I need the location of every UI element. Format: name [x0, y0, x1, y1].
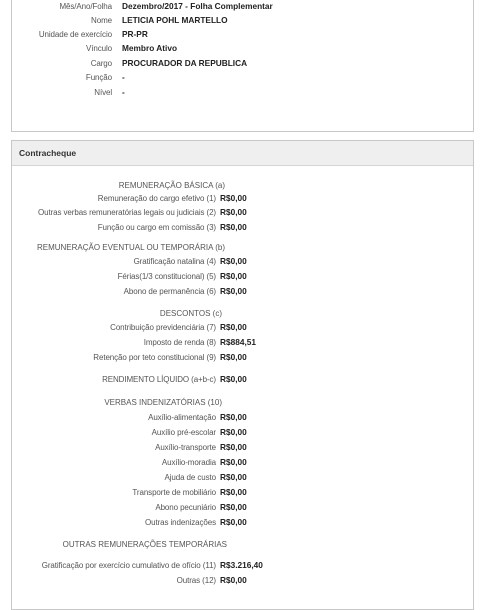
info-value: PR-PR — [122, 29, 148, 39]
payslip-value: R$0,00 — [220, 457, 247, 467]
section-verbas-indenizatorias-title: VERBAS INDENIZATÓRIAS (10) — [104, 398, 222, 407]
section-remuneracao-eventual-title: REMUNERAÇÃO EVENTUAL OU TEMPORÁRIA (b) — [36, 243, 225, 252]
payslip-label: Outras verbas remuneratórias legais ou judiciais (2) — [38, 208, 216, 217]
payslip-row — [12, 336, 467, 349]
payslip-value: R$0,00 — [220, 487, 247, 497]
payslip-label: Contribuição previdenciária (7) — [110, 323, 216, 332]
payslip-label: Gratificação por exercício cumulativo de ofício (11) — [41, 561, 216, 570]
payslip-value: R$0,00 — [220, 412, 247, 422]
payslip-value: R$0,00 — [220, 286, 247, 296]
rendimento-liquido-value: R$0,00 — [220, 374, 247, 384]
payslip-row — [12, 559, 467, 572]
payslip-label: Abono de permanência (6) — [123, 287, 216, 296]
info-value: PROCURADOR DA REPUBLICA — [122, 58, 248, 68]
payslip-label: Ajuda de custo — [164, 473, 216, 482]
info-row-funcao — [12, 71, 467, 84]
payslip-label: Férias(1/3 constitucional) (5) — [117, 272, 216, 281]
payslip-row — [12, 516, 467, 529]
info-label: Vínculo — [86, 44, 112, 53]
info-value: - — [122, 72, 125, 82]
payslip-label: Auxílio-transporte — [155, 443, 216, 452]
payslip-value: R$0,00 — [220, 207, 247, 217]
info-row-cargo — [12, 57, 467, 70]
payslip-value: R$0,00 — [220, 517, 247, 527]
payslip-row — [12, 426, 467, 439]
payslip-label: Abono pecuniário — [155, 503, 216, 512]
payslip-row — [12, 285, 467, 298]
payslip-row — [12, 351, 467, 364]
info-row-nome — [12, 14, 467, 27]
payslip-row — [12, 441, 467, 454]
info-label: Nível — [94, 88, 112, 97]
payslip-value: R$0,00 — [220, 575, 247, 585]
payslip-value: R$0,00 — [220, 442, 247, 452]
payslip-label: Auxílio-alimentação — [148, 413, 216, 422]
servidor-info-panel — [11, 0, 474, 132]
payslip-label: Outras (12) — [176, 576, 216, 585]
payslip-value: R$0,00 — [220, 322, 247, 332]
payslip-row — [12, 270, 467, 283]
payslip-row — [12, 206, 467, 219]
payslip-label: Função ou cargo em comissão (3) — [97, 223, 216, 232]
payslip-row — [12, 411, 467, 424]
payslip-label: Retenção por teto constitucional (9) — [93, 353, 216, 362]
info-label: Função — [85, 73, 112, 82]
payslip-row — [12, 192, 467, 205]
payslip-label: Imposto de renda (8) — [143, 338, 216, 347]
section-descontos-title: DESCONTOS (c) — [159, 309, 222, 318]
payslip-value: R$884,51 — [220, 337, 256, 347]
payslip-value: R$0,00 — [220, 352, 247, 362]
info-value: - — [122, 87, 125, 97]
payslip-row — [12, 456, 467, 469]
contracheque-header: Contracheque — [12, 141, 473, 166]
payslip-value: R$0,00 — [220, 256, 247, 266]
payslip-row — [12, 574, 467, 587]
info-label: Cargo — [90, 59, 112, 68]
info-value: LETICIA POHL MARTELLO — [122, 15, 228, 25]
payslip-value: R$0,00 — [220, 472, 247, 482]
payslip-value: R$0,00 — [220, 222, 247, 232]
payslip-label: Gratificação natalina (4) — [133, 257, 216, 266]
payslip-value: R$0,00 — [220, 271, 247, 281]
section-outras-remuneracoes-title: OUTRAS REMUNERAÇÕES TEMPORÁRIAS — [62, 540, 227, 549]
info-row-unidade — [12, 28, 467, 41]
payslip-value: R$3.216,40 — [220, 560, 263, 570]
info-row-mes-ano-folha — [12, 0, 467, 13]
payslip-label: Auxílio-moradia — [161, 458, 216, 467]
info-value: Dezembro/2017 - Folha Complementar — [122, 1, 273, 11]
payslip-row — [12, 486, 467, 499]
payslip-label: Transporte de mobiliário — [132, 488, 216, 497]
payslip-row — [12, 321, 467, 334]
payslip-row — [12, 501, 467, 514]
payslip-value: R$0,00 — [220, 193, 247, 203]
info-label: Mês/Ano/Folha — [59, 2, 112, 11]
payslip-row — [12, 221, 467, 234]
payslip-row — [12, 471, 467, 484]
payslip-value: R$0,00 — [220, 502, 247, 512]
payslip-row — [12, 255, 467, 268]
payslip-value: R$0,00 — [220, 427, 247, 437]
contracheque-panel — [11, 140, 474, 610]
info-value: Membro Ativo — [122, 43, 178, 53]
info-label: Unidade de exercício — [38, 30, 112, 39]
rendimento-liquido-row — [12, 373, 467, 386]
info-row-nivel — [12, 86, 467, 99]
rendimento-liquido-label: RENDIMENTO LÍQUIDO (a+b-c) — [102, 375, 216, 384]
payslip-label: Outras indenizações — [144, 518, 216, 527]
payslip-label: Auxílio pré-escolar — [151, 428, 216, 437]
info-row-vinculo — [12, 42, 467, 55]
info-label: Nome — [91, 16, 112, 25]
section-remuneracao-basica-title: REMUNERAÇÃO BÁSICA (a) — [118, 181, 225, 190]
payslip-label: Remuneração do cargo efetivo (1) — [97, 194, 216, 203]
